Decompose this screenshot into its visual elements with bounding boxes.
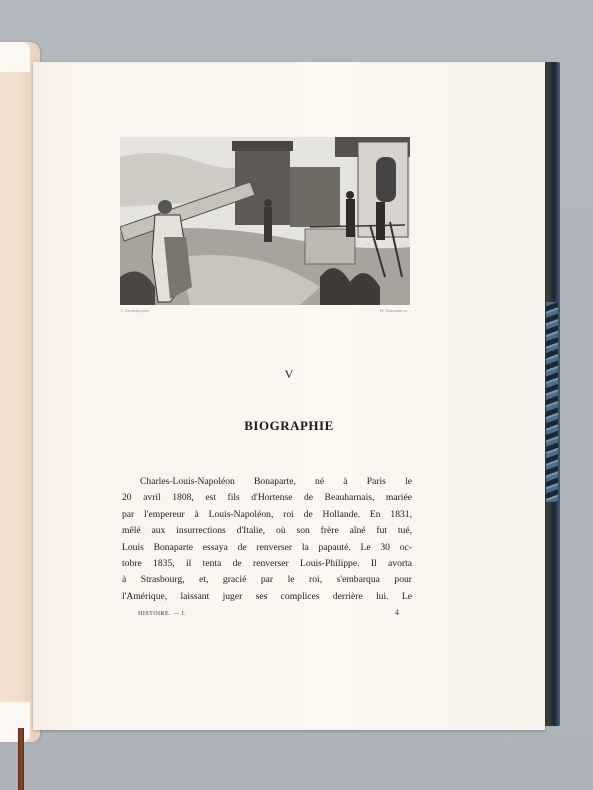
marbled-edge	[546, 302, 558, 502]
engraving-credit-artist: J. Girardet pinx.	[121, 308, 151, 313]
text-line: à Strasbourg, et, gracié par le roi, s'embarqua pour	[122, 574, 412, 586]
page-edge-top	[0, 42, 30, 72]
text-line: par l'empereur à Louis-Napoléon, roi de Hollande. En 1831,	[122, 508, 412, 520]
text-line: Louis Bonaparte essaya de renverser la papauté. Le 30 oc-	[122, 541, 412, 553]
engraving-credit-engraver: H. Toussaint sc.	[380, 308, 409, 313]
book-page	[33, 62, 545, 730]
bookmark-ribbon	[18, 728, 24, 790]
text-line: Charles-Louis-Napoléon Bonaparte, né à Paris le	[140, 476, 412, 487]
text-line: 20 avril 1808, est fils d'Hortense de Beauharnais, mariée	[122, 492, 412, 504]
signature-mark: HISTOIRE. — I.	[138, 611, 187, 617]
engraving-illustration	[120, 137, 410, 305]
page-number: 4	[395, 608, 400, 617]
page-edge-bottom	[0, 702, 30, 742]
text-line: l'Amérique, laissant juger ses complices derrière lui. Le	[122, 590, 412, 602]
chapter-heading: BIOGRAPHIE	[244, 418, 334, 433]
chapter-numeral: V	[284, 367, 294, 381]
body-paragraph	[122, 474, 412, 605]
text-line: mêlé aux insurrections d'Italie, où son frère aîné fut tué,	[122, 525, 412, 537]
text-line: tobre 1835, il tenta de renverser Louis-Philippe. Il avorta	[122, 558, 412, 570]
